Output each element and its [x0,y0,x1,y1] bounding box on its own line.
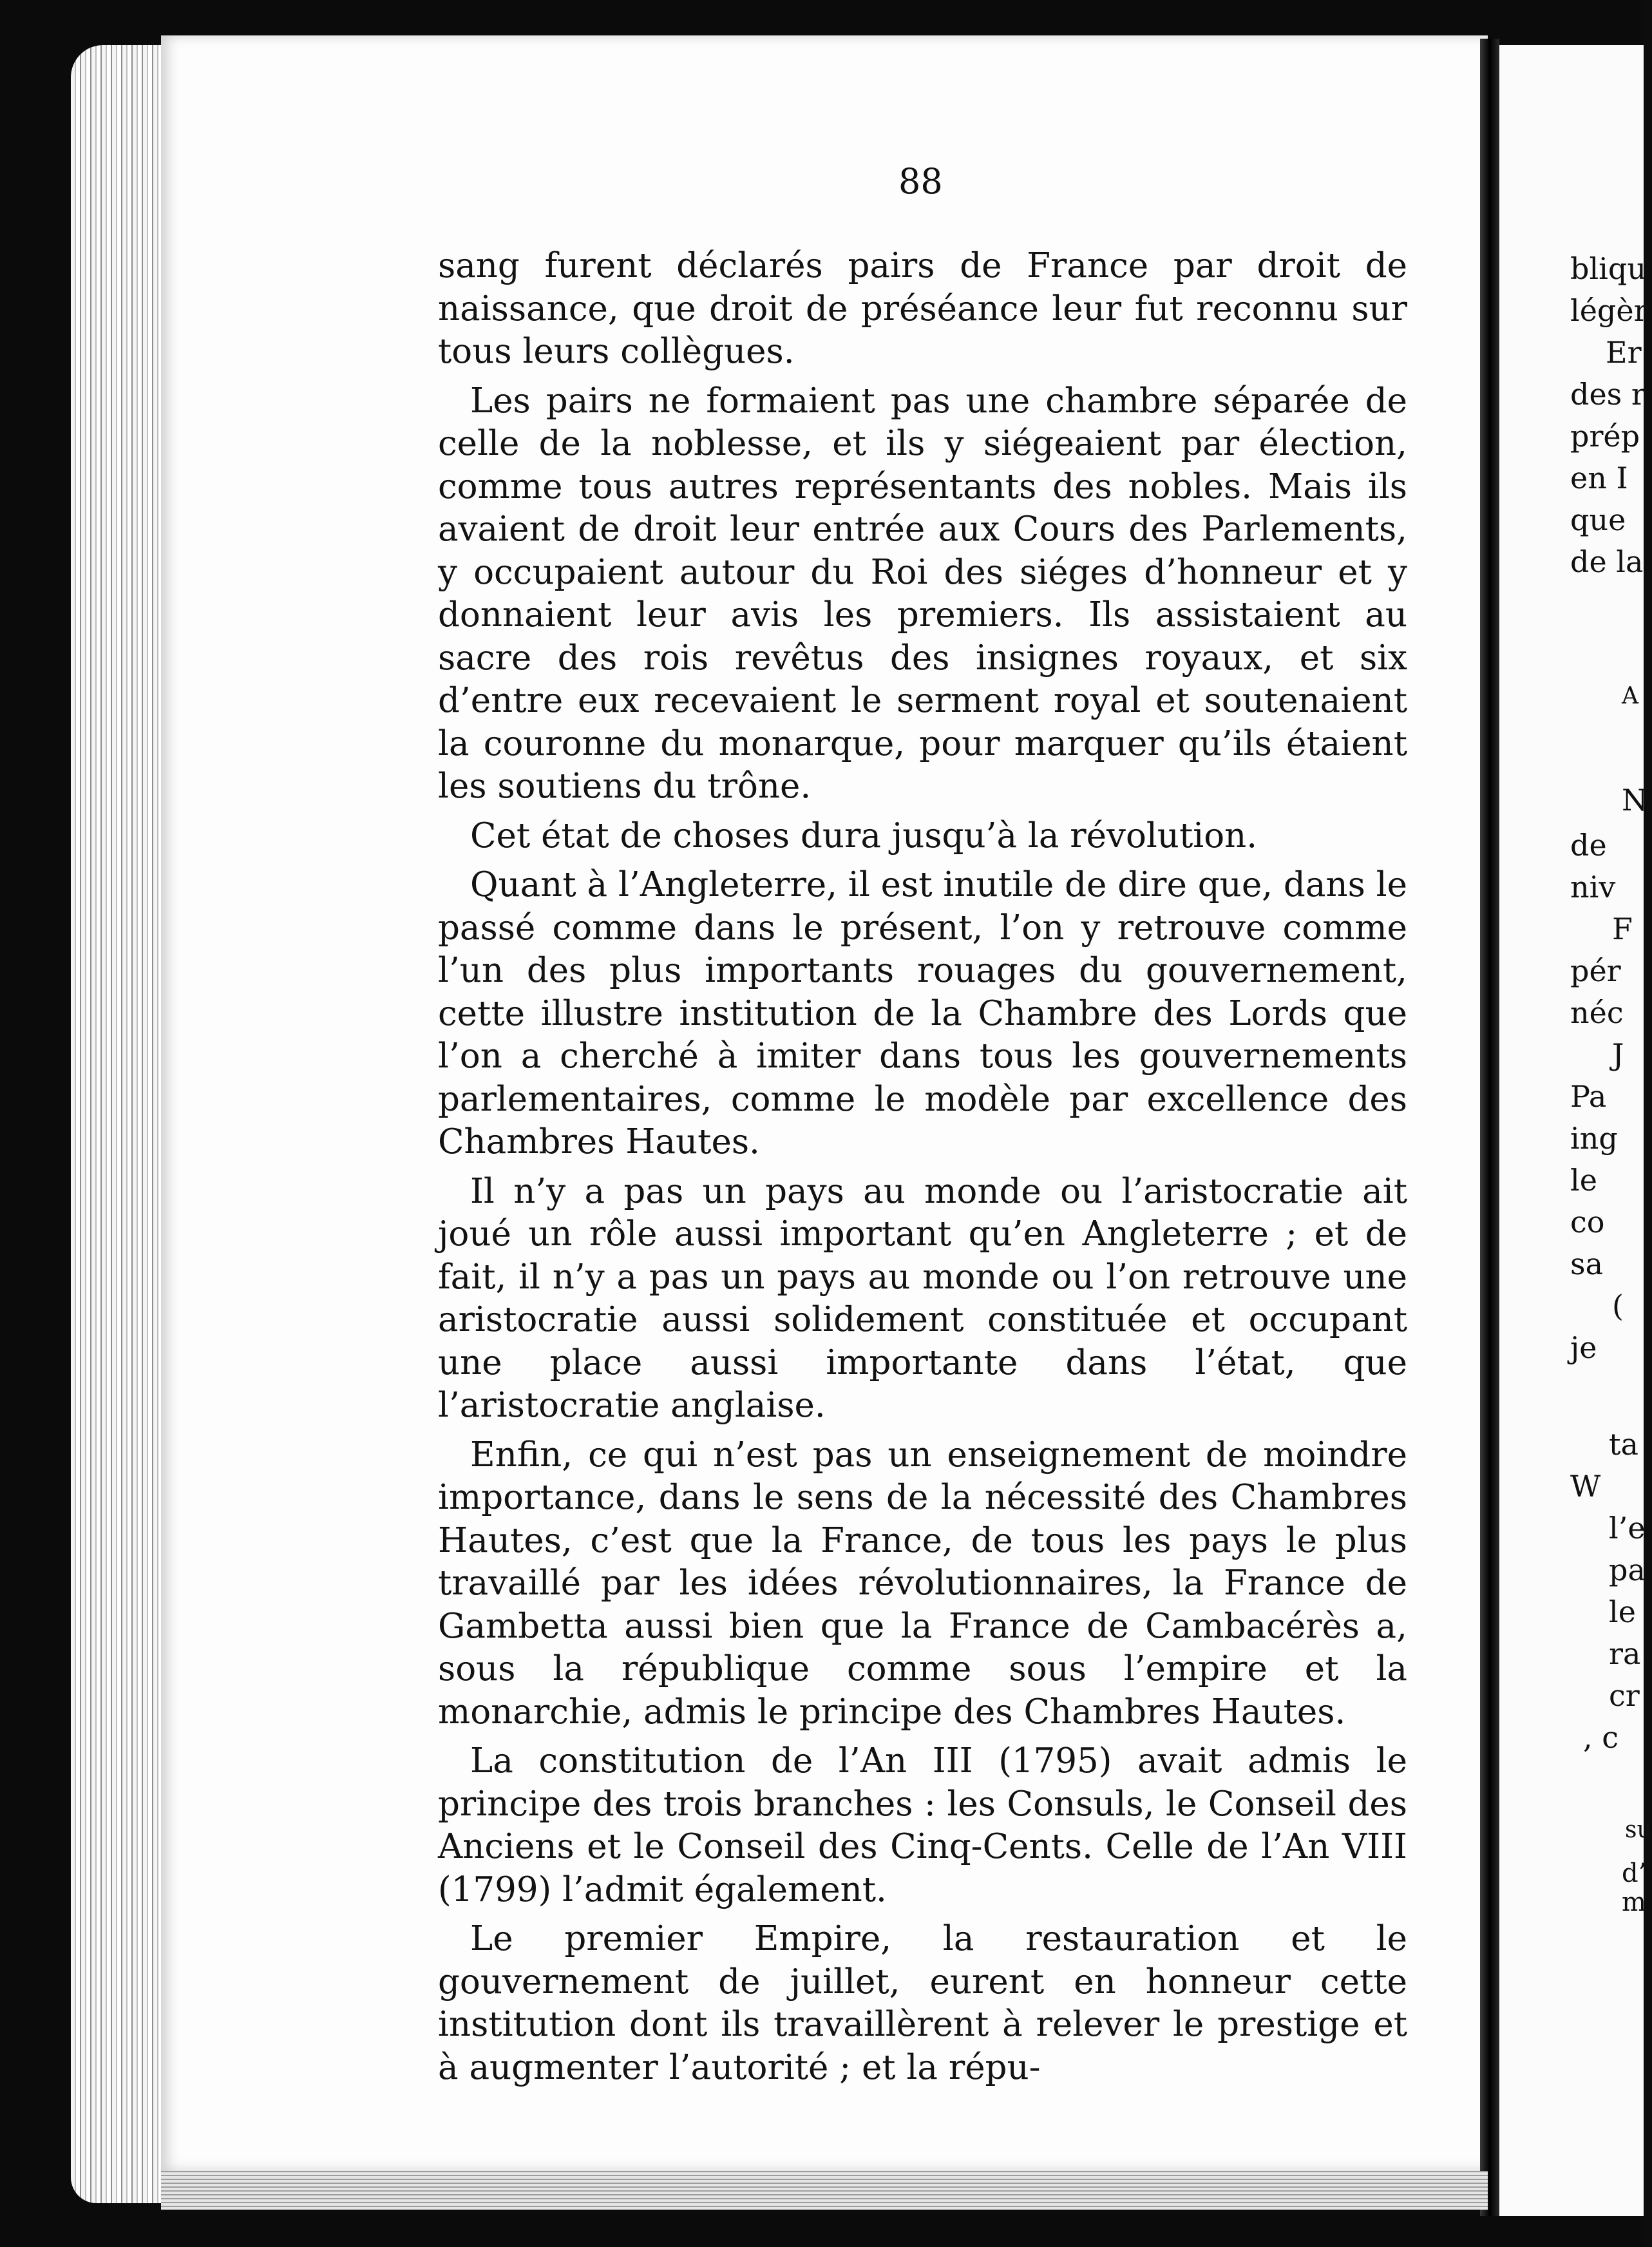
facing-page-fragment: su [1625,1817,1652,1843]
facing-page-fragment: je [1570,1330,1597,1365]
facing-page-fragment: co [1570,1205,1605,1239]
facing-page-fragment: des r [1570,377,1646,412]
facing-page-fragment: ta [1609,1427,1638,1462]
facing-page-fragment: niv [1570,870,1616,904]
facing-page-fragment: F [1612,912,1633,946]
facing-page-fragment: de [1570,828,1607,863]
facing-page-fragment: W [1570,1469,1601,1504]
facing-page-fragment: bliqu [1570,251,1646,286]
facing-page-fragment: le [1609,1594,1636,1629]
facing-page-fragment: prép [1570,419,1640,454]
paragraph: Le premier Empire, la restauration et le gouvernement de juillet, eurent en honneur cette institution dont ils travaillèrent à relever le prestige et à augmenter l’autorité ; et la répu- [438,1919,1407,2087]
paragraph: Les pairs ne formaient pas une chambre séparée de celle de la noblesse, et ils y siégeaient par élection, comme tous autres représentants des nobles. Mais ils avaient de droit leur entrée aux Cours des Parlements, y occupaient autour du Roi des siéges d’honneur et y donnaient leur avis les premiers. Ils assistaient au sacre des rois revêtus des insignes royaux, et six d’entre eux recevaient le serment royal et soutenaient la couronne du monarque, pour marquer qu’ils étaient les soutiens du trône. [438,381,1407,806]
paragraph: Enfin, ce qui n’est pas un enseignement de moindre importance, dans le sens de la nécessité des Chambres Hautes, c’est que la France, de tous les pays le plus travaillé par les idées révolutionnaires, la France de Gambetta aussi bien que la France de Cambacérès a, sous la république comme sous l’empire et la monarchie, admis le principe des Chambres Hautes. [438,1435,1407,1732]
facing-page-fragment: l’e [1609,1511,1646,1545]
facing-page [1499,45,1652,2216]
page-text [438,245,1407,2096]
facing-page-fragment: Pa [1570,1079,1607,1114]
paragraph: La constitution de l’An III (1795) avait admis le principe des trois branches : les Consuls, le Conseil des Anciens et le Conseil des Cinq-Cents. Celle de l’An VIII (1799) l’admit également. [438,1741,1407,1909]
paragraph: Quant à l’Angleterre, il est inutile de dire que, dans le passé comme dans le présent, l’on y retrouve comme l’un des plus importants rouages du gouvernement, cette illustre institution de la Chambre des Lords que l’on a cherché à imiter dans tous les gouvernements parlementaires, comme le modèle par excellence des Chambres Hautes. [438,865,1407,1162]
facing-page-fragment: pér [1570,953,1621,988]
page-number: 88 [898,161,943,202]
facing-page-fragment: néc [1570,995,1624,1030]
facing-page-fragment: ra [1609,1636,1641,1671]
facing-page-fragment: , c [1583,1720,1619,1755]
paragraph: Il n’y a pas un pays au monde ou l’aristocratie ait joué un rôle aussi important qu’en Angleterre ; et de fait, il n’y a pas un pays au monde ou l’on retrouve une aristocratie aussi solidement constituée et occupant une place aussi importante dans l’état, que l’aristocratie anglaise. [438,1171,1407,1425]
facing-page-fragment: N [1622,783,1648,818]
facing-page-fragment: pa [1609,1553,1646,1587]
facing-page-fragment: ( [1612,1288,1624,1323]
facing-page-fragment: le [1570,1163,1597,1198]
facing-page-fragment: cr [1609,1678,1640,1713]
facing-page-fragment: A [1622,683,1638,709]
facing-page-fragment: ing [1570,1121,1618,1156]
paragraph: sang furent déclarés pairs de France par droit de naissance, que droit de préséance leur fut reconnu sur tous leurs collègues. [438,246,1407,371]
facing-page-fragment: J [1612,1037,1624,1072]
facing-page-fragment: que [1570,502,1626,537]
facing-page-fragment: d’ [1622,1859,1647,1888]
facing-page-fragment: Er [1606,335,1642,370]
page-bottom-edges [161,2171,1488,2210]
facing-page-fragment: de la [1570,544,1644,579]
book-gutter [1480,39,1499,2216]
paragraph: Cet état de choses dura jusqu’à la révolution. [470,816,1258,856]
facing-page-fragment: m [1622,1888,1646,1917]
facing-page-fragment: légèr [1570,293,1648,328]
facing-page-fragment: sa [1570,1247,1604,1281]
facing-page-fragment: en I [1570,461,1628,495]
